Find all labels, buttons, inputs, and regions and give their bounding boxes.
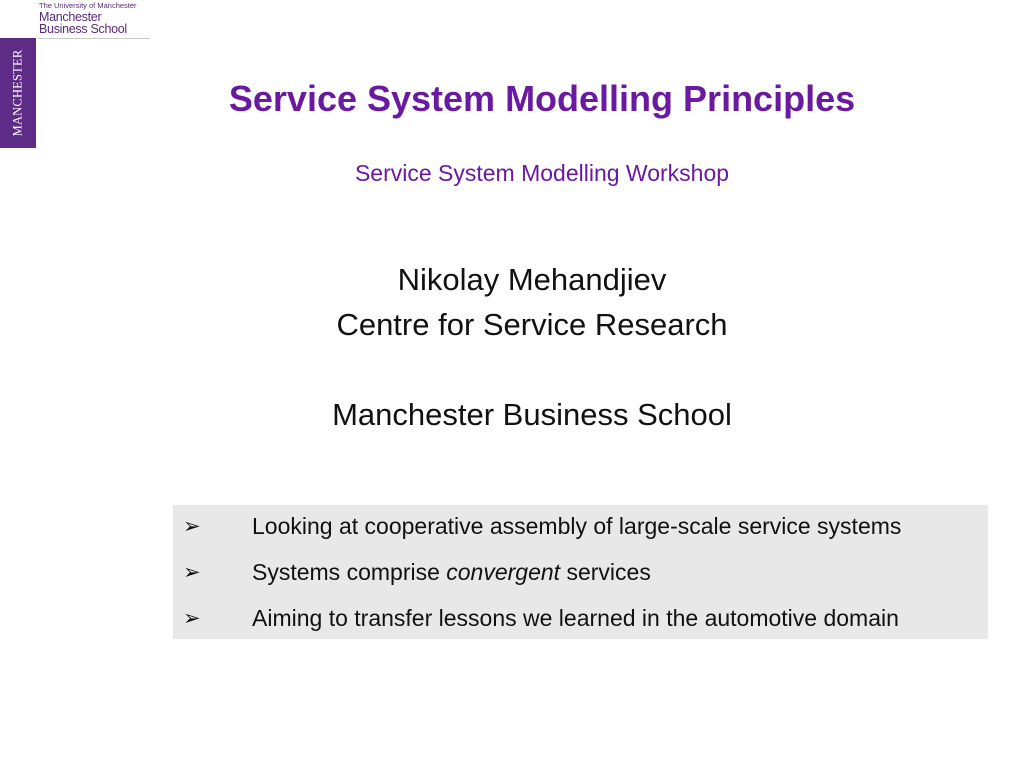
bullet-text-emphasis: convergent <box>446 559 561 585</box>
bullet-item <box>173 505 988 551</box>
author-school: Manchester Business School <box>332 397 732 432</box>
bullet-list <box>173 505 988 639</box>
logo-school-name-line1: Manchester <box>39 10 102 24</box>
arrow-bullet-icon: ➢ <box>183 607 201 630</box>
bullet-item <box>173 597 988 643</box>
logo-school-name-line2: Business School <box>39 22 127 36</box>
bullet-text: Looking at cooperative assembly of large-scale service systems <box>252 513 902 539</box>
bullet-text-before: Systems comprise <box>252 559 447 585</box>
arrow-bullet-icon: ➢ <box>183 561 201 584</box>
bullet-text-after: services <box>560 559 651 585</box>
author-block <box>180 257 884 437</box>
author-centre: Centre for Service Research <box>336 307 728 342</box>
university-logo-header <box>38 0 150 39</box>
bullet-item <box>173 551 988 597</box>
slide-title: Service System Modelling Principles <box>228 78 856 119</box>
bullet-text: Aiming to transfer lessons we learned in the automotive domain <box>252 605 899 631</box>
manchester-brand-bar <box>0 38 36 148</box>
bullet-text <box>252 559 651 586</box>
author-name: Nikolay Mehandjiev <box>397 262 667 297</box>
brand-wordmark: MANCHESTER <box>10 49 25 137</box>
slide-subtitle: Service System Modelling Workshop <box>354 160 730 186</box>
logo-university-name: The University of Manchester <box>39 1 137 10</box>
arrow-bullet-icon: ➢ <box>183 515 201 538</box>
